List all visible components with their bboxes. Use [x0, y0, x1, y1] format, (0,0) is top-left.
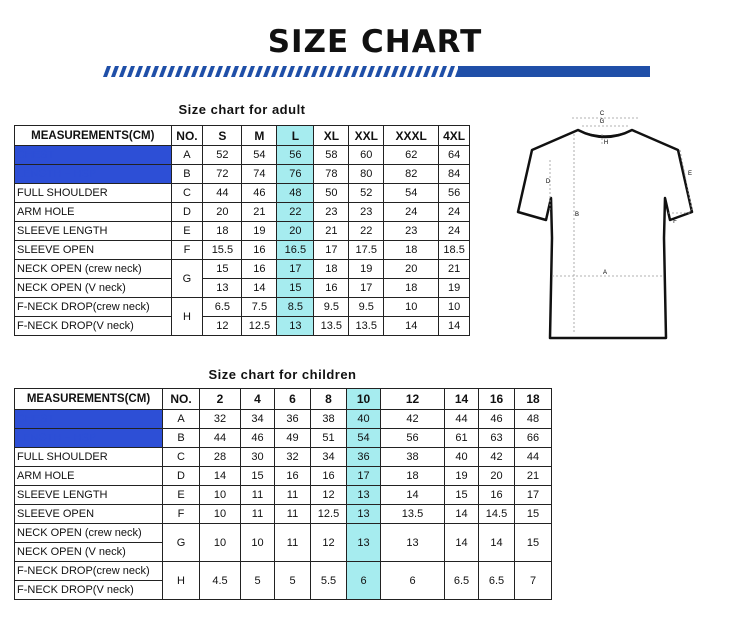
- children-measurement-label: FULL SHOULDER: [15, 448, 163, 467]
- adult-measurement-label: NECK OPEN (crew neck): [15, 260, 172, 279]
- children-value-cell: 63: [479, 429, 515, 448]
- children-value-cell: 42: [381, 410, 445, 429]
- children-header-cell: 2: [200, 389, 241, 410]
- children-value-cell: 14: [445, 505, 479, 524]
- children-value-cell: 5: [241, 562, 275, 600]
- adult-size-table: [14, 125, 470, 336]
- children-value-cell: 28: [200, 448, 241, 467]
- adult-value-cell: 19: [439, 279, 470, 298]
- children-value-cell: 7: [515, 562, 552, 600]
- children-header-cell: 10: [347, 389, 381, 410]
- adult-no-cell: H: [171, 298, 203, 336]
- adult-value-cell: 56: [277, 146, 314, 165]
- adult-no-cell: F: [171, 241, 203, 260]
- children-header-cell: 12: [381, 389, 445, 410]
- children-value-cell: 6: [347, 562, 381, 600]
- children-value-cell: 44: [515, 448, 552, 467]
- adult-value-cell: 9.5: [349, 298, 384, 317]
- children-value-cell: 13: [347, 505, 381, 524]
- children-value-cell: 6.5: [445, 562, 479, 600]
- adult-value-cell: 20: [277, 222, 314, 241]
- tshirt-outline: [518, 130, 692, 338]
- children-value-cell: 40: [347, 410, 381, 429]
- adult-value-cell: 10: [384, 298, 439, 317]
- adult-value-cell: 58: [314, 146, 349, 165]
- adult-value-cell: 12.5: [242, 317, 277, 336]
- children-value-cell: 5: [275, 562, 311, 600]
- adult-value-cell: 84: [439, 165, 470, 184]
- children-no-cell: C: [163, 448, 200, 467]
- children-value-cell: 44: [200, 429, 241, 448]
- diagram-letter-d: D: [545, 179, 551, 185]
- adult-value-cell: 46: [242, 184, 277, 203]
- children-no-cell: G: [163, 524, 200, 562]
- adult-value-cell: 56: [439, 184, 470, 203]
- children-header-cell: 16: [479, 389, 515, 410]
- adult-value-cell: 24: [384, 203, 439, 222]
- adult-no-cell: E: [171, 222, 203, 241]
- adult-value-cell: 76: [277, 165, 314, 184]
- children-value-cell: 4.5: [200, 562, 241, 600]
- children-value-cell: 10: [200, 486, 241, 505]
- children-value-cell: 6.5: [479, 562, 515, 600]
- children-value-cell: 10: [200, 505, 241, 524]
- children-value-cell: 56: [381, 429, 445, 448]
- children-value-cell: 36: [347, 448, 381, 467]
- children-measurement-label: CHEST: [15, 410, 163, 429]
- adult-value-cell: 12: [203, 317, 242, 336]
- children-table-row: [15, 562, 552, 581]
- page-title: SIZE CHART: [267, 24, 483, 60]
- children-header-cell: 8: [311, 389, 347, 410]
- children-value-cell: 12: [311, 486, 347, 505]
- adult-value-cell: 16: [314, 279, 349, 298]
- children-value-cell: 11: [241, 505, 275, 524]
- children-value-cell: 15: [515, 524, 552, 562]
- adult-value-cell: 19: [349, 260, 384, 279]
- adult-value-cell: 18.5: [439, 241, 470, 260]
- children-header-cell: 18: [515, 389, 552, 410]
- adult-value-cell: 21: [314, 222, 349, 241]
- adult-value-cell: 17: [349, 279, 384, 298]
- children-no-cell: B: [163, 429, 200, 448]
- adult-value-cell: 14: [384, 317, 439, 336]
- children-no-cell: H: [163, 562, 200, 600]
- adult-value-cell: 13: [277, 317, 314, 336]
- adult-value-cell: 50: [314, 184, 349, 203]
- adult-value-cell: 6.5: [203, 298, 242, 317]
- adult-value-cell: 23: [314, 203, 349, 222]
- adult-value-cell: 9.5: [314, 298, 349, 317]
- adult-value-cell: 72: [203, 165, 242, 184]
- adult-value-cell: 14: [242, 279, 277, 298]
- children-value-cell: 40: [445, 448, 479, 467]
- adult-measurement-label: CHEST: [15, 146, 172, 165]
- adult-no-cell: A: [171, 146, 203, 165]
- children-value-cell: 48: [515, 410, 552, 429]
- children-value-cell: 10: [241, 524, 275, 562]
- adult-value-cell: 17: [314, 241, 349, 260]
- children-value-cell: 32: [200, 410, 241, 429]
- adult-measurement-label: F-NECK DROP(V neck): [15, 317, 172, 336]
- children-value-cell: 14: [479, 524, 515, 562]
- children-header-cell: MEASUREMENTS(CM): [15, 389, 163, 410]
- diagram-letter-c: C: [599, 111, 605, 117]
- adult-header-cell: L: [277, 126, 314, 146]
- adult-measurement-label: SLEEVE OPEN: [15, 241, 172, 260]
- children-value-cell: 44: [445, 410, 479, 429]
- children-value-cell: 12: [311, 524, 347, 562]
- adult-value-cell: 62: [384, 146, 439, 165]
- adult-value-cell: 52: [349, 184, 384, 203]
- children-value-cell: 18: [381, 467, 445, 486]
- adult-value-cell: 18: [384, 241, 439, 260]
- adult-value-cell: 15: [277, 279, 314, 298]
- adult-no-cell: B: [171, 165, 203, 184]
- children-measurement-label: F-NECK DROP(crew neck): [15, 562, 163, 581]
- children-value-cell: 16: [479, 486, 515, 505]
- children-value-cell: 14: [200, 467, 241, 486]
- diagram-letter-e: E: [687, 171, 693, 177]
- children-table-row: [15, 448, 552, 467]
- children-table-row: [15, 429, 552, 448]
- adult-value-cell: 21: [242, 203, 277, 222]
- children-value-cell: 49: [275, 429, 311, 448]
- adult-table-caption: Size chart for adult: [178, 102, 306, 117]
- children-value-cell: 11: [241, 486, 275, 505]
- adult-table-row: [15, 279, 470, 298]
- children-no-cell: D: [163, 467, 200, 486]
- adult-header-cell: XL: [314, 126, 349, 146]
- children-size-table: [14, 388, 552, 600]
- adult-no-cell: C: [171, 184, 203, 203]
- adult-value-cell: 23: [384, 222, 439, 241]
- adult-measurement-label: SLEEVE LENGTH: [15, 222, 172, 241]
- children-header-cell: 14: [445, 389, 479, 410]
- adult-value-cell: 23: [349, 203, 384, 222]
- children-measurement-label: LENGTH – HSP: [15, 429, 163, 448]
- children-table-row: [15, 486, 552, 505]
- children-value-cell: 36: [275, 410, 311, 429]
- adult-value-cell: 24: [439, 222, 470, 241]
- adult-value-cell: 44: [203, 184, 242, 203]
- adult-table-row: [15, 146, 470, 165]
- children-value-cell: 16: [275, 467, 311, 486]
- adult-header-cell: XXXL: [384, 126, 439, 146]
- children-value-cell: 17: [515, 486, 552, 505]
- adult-value-cell: 17.5: [349, 241, 384, 260]
- children-header-cell: 4: [241, 389, 275, 410]
- children-value-cell: 46: [479, 410, 515, 429]
- children-value-cell: 14: [381, 486, 445, 505]
- tshirt-diagram: [510, 100, 700, 345]
- diagram-letter-b: B: [574, 212, 580, 218]
- children-value-cell: 13: [347, 524, 381, 562]
- adult-value-cell: 54: [242, 146, 277, 165]
- adult-header-cell: XXL: [349, 126, 384, 146]
- children-value-cell: 19: [445, 467, 479, 486]
- diagram-letter-g: G: [599, 119, 605, 125]
- children-value-cell: 14.5: [479, 505, 515, 524]
- adult-value-cell: 60: [349, 146, 384, 165]
- adult-value-cell: 16: [242, 260, 277, 279]
- children-value-cell: 5.5: [311, 562, 347, 600]
- children-value-cell: 51: [311, 429, 347, 448]
- children-value-cell: 42: [479, 448, 515, 467]
- adult-measurement-label: LENGTH – HSP: [15, 165, 172, 184]
- children-no-cell: E: [163, 486, 200, 505]
- children-measurement-label: NECK OPEN (crew neck): [15, 524, 163, 543]
- children-table-row: [15, 524, 552, 543]
- adult-value-cell: 74: [242, 165, 277, 184]
- adult-table-row: [15, 260, 470, 279]
- diagram-letter-f: F: [673, 219, 677, 225]
- diagram-letter-h: H: [603, 140, 609, 146]
- children-value-cell: 66: [515, 429, 552, 448]
- children-value-cell: 38: [381, 448, 445, 467]
- children-value-cell: 46: [241, 429, 275, 448]
- adult-value-cell: 8.5: [277, 298, 314, 317]
- children-value-cell: 15: [241, 467, 275, 486]
- adult-value-cell: 15: [203, 260, 242, 279]
- children-measurement-label: SLEEVE OPEN: [15, 505, 163, 524]
- children-table-row: [15, 505, 552, 524]
- adult-value-cell: 20: [384, 260, 439, 279]
- adult-table-row: [15, 317, 470, 336]
- children-table-caption: Size chart for children: [208, 367, 357, 382]
- adult-value-cell: 18: [384, 279, 439, 298]
- adult-value-cell: 21: [439, 260, 470, 279]
- children-no-cell: A: [163, 410, 200, 429]
- children-no-cell: F: [163, 505, 200, 524]
- children-value-cell: 11: [275, 486, 311, 505]
- adult-measurement-label: F-NECK DROP(crew neck): [15, 298, 172, 317]
- adult-value-cell: 19: [242, 222, 277, 241]
- adult-value-cell: 13.5: [314, 317, 349, 336]
- adult-value-cell: 64: [439, 146, 470, 165]
- children-value-cell: 21: [515, 467, 552, 486]
- adult-table-row: [15, 165, 470, 184]
- children-header-cell: 6: [275, 389, 311, 410]
- adult-measurement-label: FULL SHOULDER: [15, 184, 172, 203]
- adult-value-cell: 48: [277, 184, 314, 203]
- adult-value-cell: 13.5: [349, 317, 384, 336]
- adult-value-cell: 22: [349, 222, 384, 241]
- children-header-cell: NO.: [163, 389, 200, 410]
- children-value-cell: 15: [445, 486, 479, 505]
- adult-value-cell: 15.5: [203, 241, 242, 260]
- children-measurement-label: SLEEVE LENGTH: [15, 486, 163, 505]
- children-measurement-label: NECK OPEN (V neck): [15, 543, 163, 562]
- children-value-cell: 11: [275, 524, 311, 562]
- adult-value-cell: 82: [384, 165, 439, 184]
- adult-table-row: [15, 203, 470, 222]
- adult-value-cell: 13: [203, 279, 242, 298]
- adult-value-cell: 78: [314, 165, 349, 184]
- adult-table-row: [15, 298, 470, 317]
- adult-value-cell: 54: [384, 184, 439, 203]
- adult-value-cell: 17: [277, 260, 314, 279]
- diagram-letter-a: A: [602, 270, 608, 276]
- adult-value-cell: 18: [314, 260, 349, 279]
- children-value-cell: 13: [347, 486, 381, 505]
- adult-value-cell: 16: [242, 241, 277, 260]
- adult-measurement-label: ARM HOLE: [15, 203, 172, 222]
- adult-no-cell: G: [171, 260, 203, 298]
- children-value-cell: 10: [200, 524, 241, 562]
- children-value-cell: 34: [311, 448, 347, 467]
- adult-value-cell: 22: [277, 203, 314, 222]
- children-value-cell: 32: [275, 448, 311, 467]
- children-value-cell: 20: [479, 467, 515, 486]
- adult-table-row: [15, 241, 470, 260]
- children-value-cell: 38: [311, 410, 347, 429]
- children-value-cell: 11: [275, 505, 311, 524]
- children-value-cell: 15: [515, 505, 552, 524]
- adult-value-cell: 10: [439, 298, 470, 317]
- adult-header-cell: MEASUREMENTS(CM): [15, 126, 172, 146]
- adult-no-cell: D: [171, 203, 203, 222]
- adult-value-cell: 16.5: [277, 241, 314, 260]
- children-value-cell: 14: [445, 524, 479, 562]
- children-value-cell: 13: [381, 524, 445, 562]
- adult-value-cell: 18: [203, 222, 242, 241]
- adult-measurement-label: NECK OPEN (V neck): [15, 279, 172, 298]
- adult-value-cell: 52: [203, 146, 242, 165]
- adult-header-cell: S: [203, 126, 242, 146]
- adult-value-cell: 24: [439, 203, 470, 222]
- children-value-cell: 12.5: [311, 505, 347, 524]
- adult-value-cell: 20: [203, 203, 242, 222]
- children-value-cell: 61: [445, 429, 479, 448]
- children-value-cell: 13.5: [381, 505, 445, 524]
- children-value-cell: 54: [347, 429, 381, 448]
- children-measurement-label: ARM HOLE: [15, 467, 163, 486]
- children-table-row: [15, 410, 552, 429]
- adult-table-row: [15, 184, 470, 203]
- title-underline-stripes: [103, 66, 650, 77]
- children-value-cell: 6: [381, 562, 445, 600]
- adult-value-cell: 80: [349, 165, 384, 184]
- adult-value-cell: 7.5: [242, 298, 277, 317]
- children-table-row: [15, 467, 552, 486]
- adult-header-cell: 4XL: [439, 126, 470, 146]
- children-value-cell: 16: [311, 467, 347, 486]
- adult-value-cell: 14: [439, 317, 470, 336]
- children-value-cell: 30: [241, 448, 275, 467]
- adult-table-row: [15, 222, 470, 241]
- children-measurement-label: F-NECK DROP(V neck): [15, 581, 163, 600]
- children-value-cell: 34: [241, 410, 275, 429]
- adult-header-cell: NO.: [171, 126, 203, 146]
- adult-header-cell: M: [242, 126, 277, 146]
- children-value-cell: 17: [347, 467, 381, 486]
